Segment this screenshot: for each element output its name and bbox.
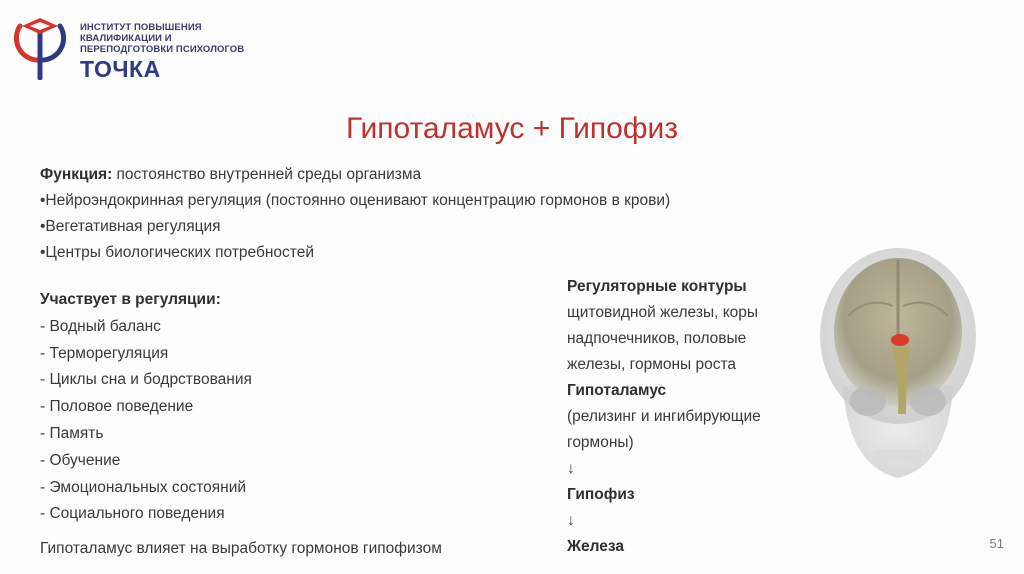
logo-org-line: ИНСТИТУТ ПОВЫШЕНИЯ [80,22,202,33]
function-line [40,162,670,188]
institute-logo [14,14,254,84]
participates-item: - Водный баланс [40,317,161,335]
logo-org-line: КВАЛИФИКАЦИИ И [80,33,172,44]
participates-heading: Участвует в регуляции: [40,291,221,308]
pituitary-label: Гипофиз [567,486,635,503]
function-bullet: •Вегетативная регуляция [40,218,221,235]
logo-org-line: ПЕРЕПОДГОТОВКИ ПСИХОЛОГОВ [80,44,245,55]
slide-title: Гипоталамус + Гипофиз [345,112,679,145]
logo-org-name [80,22,244,55]
skull-brain-illustration [788,236,1008,486]
regulatory-block [567,274,761,560]
participates-item: - Память [40,424,104,442]
down-arrow-icon: ↓ [567,460,575,477]
function-text: постоянство внутренней среды организма [112,166,422,183]
regulatory-line: железы, гормоны роста [567,356,737,373]
hypothalamus-line: (релизинг и ингибирующие [567,408,761,425]
down-arrow-icon: ↓ [567,512,575,529]
page-number: 51 [989,536,1004,551]
function-block [40,162,670,266]
function-bullet: •Центры биологических потребностей [40,244,314,261]
hypothalamus-label: Гипоталамус [567,382,667,399]
psi-logo-icon [14,16,74,80]
regulatory-heading: Регуляторные контуры [567,278,747,295]
participates-item: - Эмоциональных состояний [40,478,247,496]
participates-item: - Терморегуляция [40,344,169,362]
regulatory-line: щитовидной железы, коры [567,304,759,321]
participates-item: - Циклы сна и бодрствования [40,371,252,389]
hypothalamus-line: гормоны) [567,434,634,451]
participates-item: - Половое поведение [40,398,194,416]
regulatory-line: надпочечников, половые [567,330,747,347]
participates-block [40,287,252,528]
logo-brand: ТОЧКА [80,56,161,82]
function-bullet: •Нейроэндокринная регуляция (постоянно оценивают концентрацию гормонов в крови) [40,192,671,209]
function-label: Функция: [40,166,113,183]
gland-label: Железа [567,538,625,555]
footer-note: Гипоталамус влияет на выработку гормонов гипофизом [40,540,442,557]
participates-item: - Социального поведения [40,505,225,523]
participates-item: - Обучение [40,451,121,469]
